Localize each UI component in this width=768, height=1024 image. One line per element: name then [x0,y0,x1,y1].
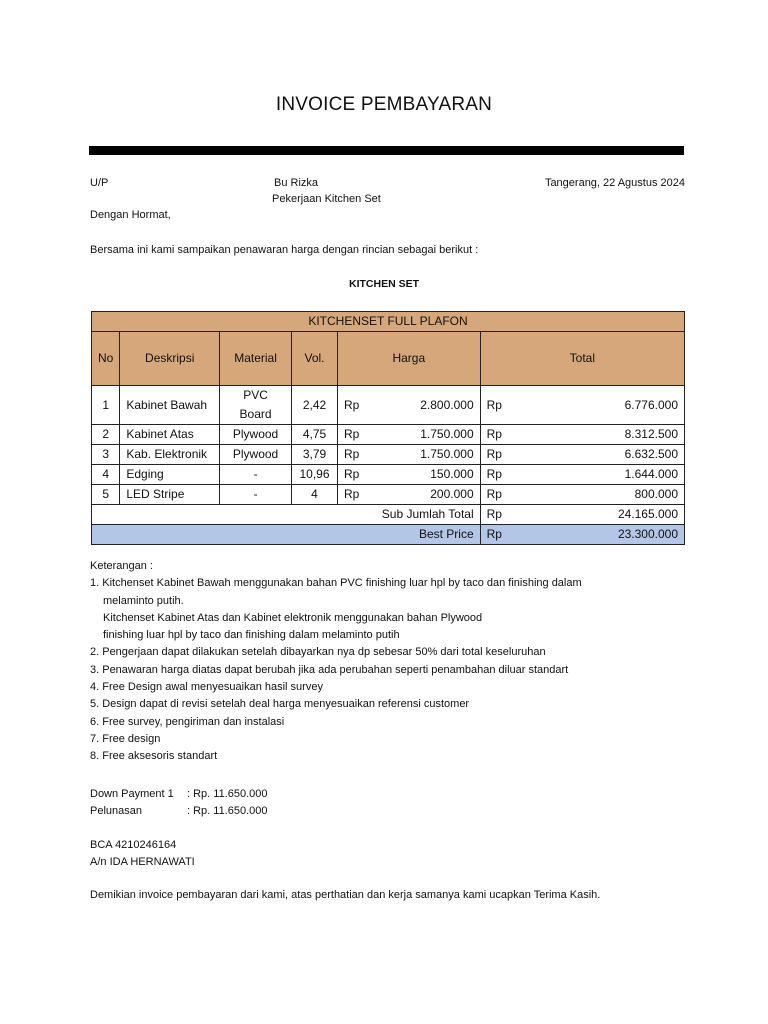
row-description: Kabinet Atas [120,425,220,445]
row-volume: 2,42 [292,386,338,425]
place-date: Tangerang, 22 Agustus 2024 [544,177,685,189]
note-line: finishing luar hpl by taco dan finishing dalam melaminto putih [103,629,400,642]
column-header: Material [220,332,292,386]
best-price-currency: Rp [480,525,515,545]
row-total-currency: Rp [480,386,515,425]
note-line: 6. Free survey, pengiriman dan instalasi [90,715,285,728]
subtotal-value: 24.165.000 [515,505,684,525]
note-line: 3. Penawaran harga diatas dapat berubah jika ada perubahan seperti penambahan diluar standart [90,663,569,676]
table-row [92,425,685,445]
column-header: No [92,332,120,386]
greeting: Dengan Hormat, [90,209,171,221]
row-no: 2 [92,425,120,445]
row-volume: 10,96 [292,465,338,485]
payment-row [90,803,268,820]
row-total: 6.776.000 [515,386,684,425]
column-header: Vol. [292,332,338,386]
payment-label: Pelunasan [90,805,142,817]
best-price-value: 23.300.000 [515,525,684,545]
notes-section [90,558,582,766]
row-price-currency: Rp [337,465,372,485]
table-row [92,386,685,425]
table-row [92,445,685,465]
row-material: PVC Board [220,386,292,425]
row-price-currency: Rp [337,425,372,445]
up-label: U/P [90,177,109,189]
row-price: 2.800.000 [372,386,480,425]
table-row [92,465,685,485]
note-line: 5. Design dapat di revisi setelah deal harga menyesuaikan referensi customer [90,698,470,711]
bank-account: BCA 4210246164 [90,839,177,851]
note-line: Kitchenset Kabinet Atas dan Kabinet elektronik menggunakan bahan Plywood [103,611,483,624]
payment-schedule [90,786,268,820]
note-line: 2. Pengerjaan dapat dilakukan setelah dibayarkan nya dp sebesar 50% dari total keseluruhan [90,646,546,659]
notes-heading: Keterangan : [90,560,153,572]
row-volume: 4,75 [292,425,338,445]
row-total: 8.312.500 [515,425,684,445]
row-price-currency: Rp [337,445,372,465]
row-volume: 3,79 [292,445,338,465]
table-title: KITCHENSET FULL PLAFON [92,312,685,332]
row-no: 3 [92,445,120,465]
subtotal-label: Sub Jumlah Total [92,505,481,525]
payment-value: : Rp. 11.650.000 [187,788,268,800]
row-total-currency: Rp [480,465,515,485]
note-line: 1. Kitchenset Kabinet Bawah menggunakan bahan PVC finishing luar hpl by taco dan finishing dalam [90,577,582,590]
table-row [92,485,685,505]
row-total: 800.000 [515,485,684,505]
best-price-row [92,525,685,545]
bank-holder: A/n IDA HERNAWATI [90,856,195,868]
column-header: Deskripsi [120,332,220,386]
row-price: 200.000 [372,485,480,505]
note-line: 8. Free aksesoris standart [90,750,218,763]
row-description: LED Stripe [120,485,220,505]
invoice-title: INVOICE PEMBAYARAN [275,94,493,115]
payment-label: Down Payment 1 [90,788,174,800]
row-volume: 4 [292,485,338,505]
column-header: Harga [337,332,480,386]
invoice-table [91,311,685,545]
note-line: 4. Free Design awal menyesuaikan hasil survey [90,681,323,694]
row-material: - [220,485,292,505]
row-material: Plywood [220,425,292,445]
row-total-currency: Rp [480,445,515,465]
bank-details [90,837,195,871]
best-price-label: Best Price [92,525,481,545]
row-no: 4 [92,465,120,485]
row-description: Kabinet Bawah [120,386,220,425]
payment-row [90,786,268,803]
row-price: 1.750.000 [372,445,480,465]
intro-text: Bersama ini kami sampaikan penawaran harga dengan rincian sebagai berikut : [90,244,479,256]
row-total-currency: Rp [480,425,515,445]
note-line: 7. Free design [90,732,161,745]
payment-value: : Rp. 11.650.000 [187,805,268,817]
row-total: 1.644.000 [515,465,684,485]
row-no: 5 [92,485,120,505]
subtotal-currency: Rp [480,505,515,525]
subtotal-row [92,505,685,525]
header-divider [89,146,684,155]
row-total: 6.632.500 [515,445,684,465]
table-title-row [92,312,685,332]
row-total-currency: Rp [480,485,515,505]
closing-text: Demikian invoice pembayaran dari kami, atas perthatian dan kerja samanya kami ucapkan Terima Kasih. [90,889,601,901]
table-header-row [92,332,685,386]
column-header: Total [480,332,684,386]
section-title: KITCHEN SET [348,278,419,290]
row-price: 1.750.000 [372,425,480,445]
row-description: Edging [120,465,220,485]
row-description: Kab. Elektronik [120,445,220,465]
row-material: - [220,465,292,485]
row-no: 1 [92,386,120,425]
row-price: 150.000 [372,465,480,485]
row-price-currency: Rp [337,386,372,425]
row-price-currency: Rp [337,485,372,505]
client-name: Bu Rizka [274,177,319,189]
row-material: Plywood [220,445,292,465]
project-name: Pekerjaan Kitchen Set [272,193,381,205]
note-line: melaminto putih. [103,594,184,607]
